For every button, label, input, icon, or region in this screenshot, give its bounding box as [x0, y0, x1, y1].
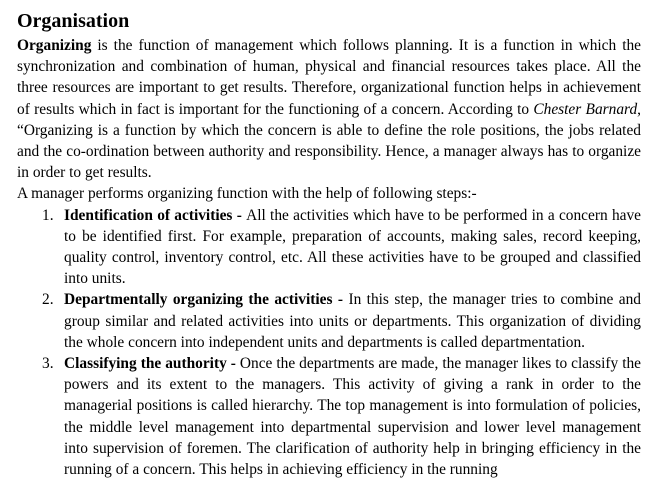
list-item [17, 353, 641, 480]
list-item [17, 205, 641, 290]
step-text: Once the departments are made, the manager likes to classify the powers and its extent to the managers. This activity of giving a rank in order to the managerial positions is called hierarchy. The top management is into formulation of policies, the middle level management into departmental supervision and lower level management into supervision of foremen. The clarification of authority help in bringing efficiency in the running of a concern. This helps in achieving efficiency in the running [64, 355, 641, 479]
step-text: In this step, the manager tries to combine and group similar and related activities into units or departments. This organization of dividing the whole concern into independent units and departments is called departmentation. [64, 291, 641, 351]
step-title: Identification of activities - [64, 206, 247, 224]
step-text: All the activities which have to be performed in a concern have to be identified first. For example, preparation of accounts, making sales, record keeping, quality control, inventory control, etc. All these activities have to be grouped and classified into units. [64, 206, 641, 288]
step-number: 1. [42, 206, 54, 224]
step-title: Departmentally organizing the activities - [64, 291, 349, 309]
intro-text-2: , “Organizing is a function by which the concern is able to define the role positions, the jobs related and the co-ordination between authority and responsibility. Hence, a manager always has to organize in order to get results. [17, 100, 641, 182]
step-title: Classifying the authority - [64, 355, 240, 373]
list-item [17, 289, 641, 353]
intro-term: Organizing [17, 37, 92, 54]
steps-list [17, 205, 641, 481]
intro-paragraph [17, 35, 641, 183]
step-number: 2. [42, 291, 54, 309]
page-title: Organisation [17, 10, 130, 32]
step-number: 3. [42, 355, 54, 373]
document-page [17, 8, 641, 480]
steps-lead: A manager performs organizing function with the help of following steps:- [17, 185, 477, 203]
intro-author: Chester Barnard [533, 100, 638, 118]
intro-text-1: is the function of management which follows planning. It is a function in which the synchronization and combination of human, physical and financial resources takes place. All the three resources are important to get results. Therefore, organizational function helps in achievement of results which in fact is important for the functioning of a concern. According to [17, 37, 641, 118]
